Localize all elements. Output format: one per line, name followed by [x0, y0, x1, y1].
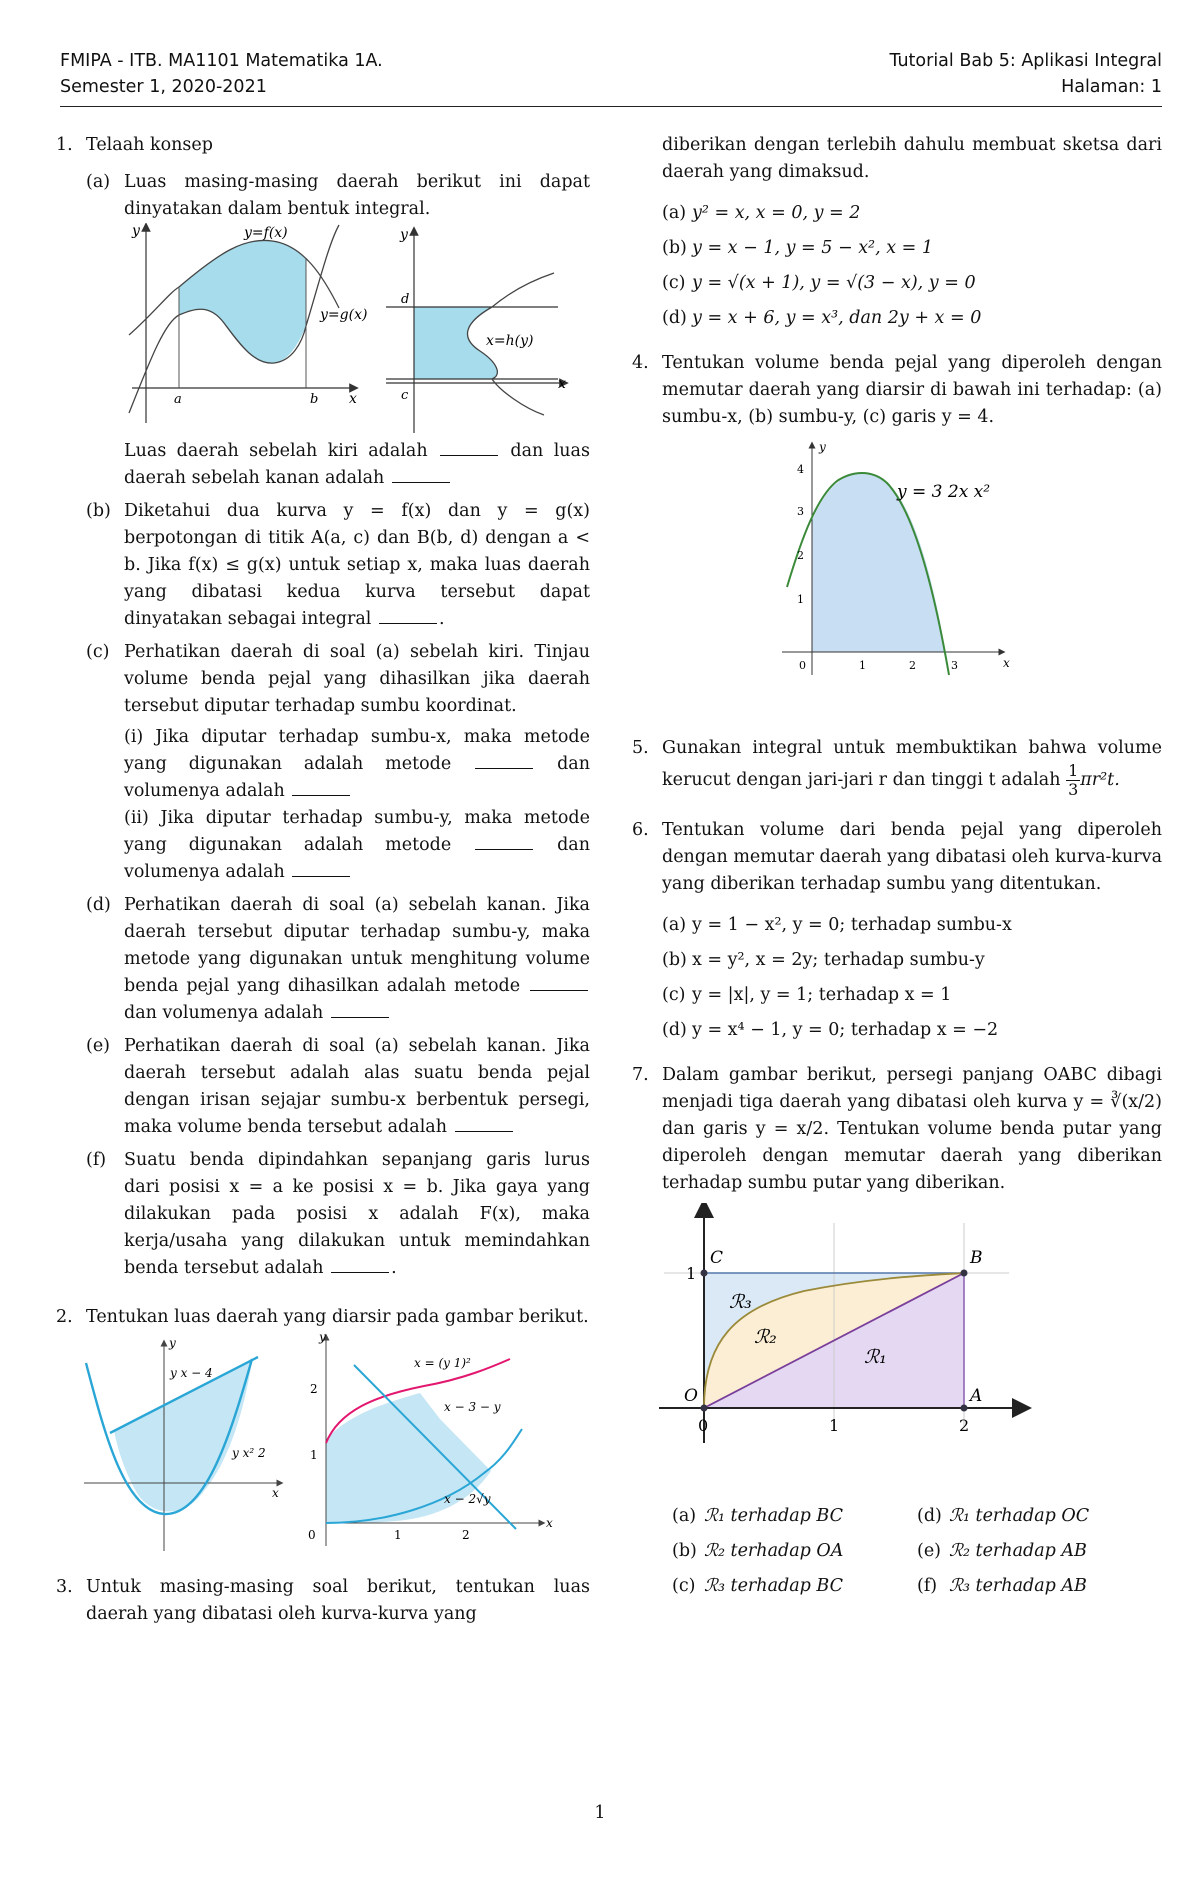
tick-x1: 1 — [829, 1416, 840, 1435]
part-text — [124, 1147, 590, 1282]
text: Perhatikan daerah di soal (a) sebelah kanan. Jika daerah tersebut adalah alas suatu benda pejal dengan irisan sejajar sumbu-x berbentuk persegi, maka volume benda tersebut adalah — [124, 1036, 590, 1137]
label-c: c — [401, 388, 409, 403]
label-line: y x − 4 — [170, 1366, 213, 1380]
fraction-numerator: 1 — [1068, 761, 1079, 780]
label-c2: x − 3 − y — [444, 1400, 501, 1414]
left-column — [56, 132, 590, 1646]
tick-x0: 0 — [799, 659, 806, 672]
part-text: Luas masing-masing daerah berikut ini dapat dinyatakan dalam bentuk integral. — [124, 172, 590, 219]
item-label: (b) — [672, 1541, 697, 1561]
q7-item-a — [672, 1503, 917, 1530]
item-label: (d) — [662, 308, 687, 328]
tick-x1: 1 — [394, 1528, 402, 1542]
q2-left-figure — [84, 1336, 280, 1551]
q7-figure — [654, 1203, 1124, 1503]
q1a-right-figure — [386, 227, 566, 433]
part-label: (e) — [86, 1036, 111, 1056]
answer-blank — [475, 848, 533, 850]
q7-item-c — [672, 1573, 917, 1600]
page-label: Halaman: 1 — [1061, 77, 1162, 97]
text: dan luas daerah sebelah kanan adalah — [124, 441, 590, 488]
fraction — [1066, 762, 1080, 799]
tick-x2: 2 — [909, 659, 916, 672]
label-h: x=h(y) — [486, 333, 534, 349]
shaded-region — [414, 307, 497, 379]
q6-item-a — [662, 912, 1162, 939]
label-r2: ℛ₂ — [754, 1326, 777, 1348]
text: Suatu benda dipindahkan sepanjang garis lurus dari posisi x = a ke posisi x = b. Jika gaya yang dilakukan pada posisi x adalah F(x), maka kerja/usaha yang dilakukan untuk memindahkan benda tersebut adalah — [124, 1150, 590, 1278]
question-3-continued — [632, 132, 1162, 332]
q1a-left-figure — [129, 223, 367, 423]
answer-blank — [392, 481, 450, 483]
label-a: a — [174, 392, 182, 407]
item-text: y² = x, x = 0, y = 2 — [692, 203, 861, 223]
answer-blank — [292, 794, 350, 796]
answer-blank — [440, 454, 498, 456]
header-rule — [60, 106, 1162, 107]
answer-blank — [530, 989, 588, 991]
text: Diketahui dua kurva y = f(x) dan y = g(x) berpotongan di titik A(a, c) dan B(b, d) dengan a < b. Jika f(x) ≤ g(x) untuk setiap x, maka luas daerah yang dibatasi kedua kurva tersebut dapat dinyatakan sebagai integral — [124, 501, 590, 629]
q3-item-c — [662, 270, 1162, 297]
label-x: x — [546, 1516, 553, 1530]
tick-x1: 1 — [859, 659, 866, 672]
part-label: (f) — [86, 1150, 107, 1170]
label-o: O — [684, 1386, 698, 1406]
text: dan volumenya adalah — [124, 835, 590, 882]
part-label: (a) — [86, 172, 111, 192]
label-y: y — [819, 440, 826, 454]
item-text: ℛ₃ terhadap BC — [704, 1576, 843, 1596]
label-a: A — [970, 1386, 983, 1406]
right-column — [632, 132, 1162, 1618]
tick-y2: 2 — [310, 1382, 318, 1396]
question-title: Telaah konsep — [86, 135, 213, 155]
q3-item-d — [662, 305, 1162, 332]
part-text — [124, 892, 590, 1027]
item-text: y = √(x + 1), y = √(3 − x), y = 0 — [692, 273, 976, 293]
part-text — [124, 498, 590, 633]
item-label: (b) — [662, 238, 687, 258]
answer-blank — [379, 622, 437, 624]
item-text: ℛ₁ terhadap BC — [704, 1506, 843, 1526]
answer-blank — [331, 1016, 389, 1018]
tick-y4: 4 — [797, 463, 804, 476]
item-text: x = y², x = 2y; terhadap sumbu-y — [692, 950, 985, 970]
shaded-region — [179, 240, 306, 363]
point-a — [961, 1405, 968, 1412]
item-label: (c) — [672, 1576, 696, 1596]
question-5 — [632, 735, 1162, 799]
tick-y3: 3 — [797, 505, 804, 518]
item-label: (e) — [917, 1541, 942, 1561]
question-1 — [56, 132, 590, 1282]
tick-y1: 1 — [797, 593, 804, 606]
item-text: y = |x|, y = 1; terhadap x = 1 — [692, 985, 952, 1005]
item-text: ℛ₁ terhadap OC — [949, 1506, 1090, 1526]
q1-part-c — [86, 639, 590, 886]
page-number: 1 — [594, 1803, 606, 1823]
question-text: Tentukan luas daerah yang diarsir pada gambar berikut. — [86, 1307, 589, 1327]
tick-x0: 0 — [698, 1416, 709, 1435]
question-4 — [632, 350, 1162, 717]
q2-figures — [64, 1331, 569, 1556]
question-number: 7. — [632, 1065, 649, 1085]
tick-x2: 2 — [959, 1416, 970, 1435]
q7-item-e — [917, 1538, 1162, 1565]
part-a-followup — [124, 438, 590, 492]
item-label: (c) — [662, 273, 686, 293]
item-label: (c) — [662, 985, 686, 1005]
label-b: B — [970, 1248, 983, 1268]
label-x: x — [1003, 656, 1010, 670]
label-r1: ℛ₁ — [864, 1346, 887, 1368]
question-number: 2. — [56, 1307, 73, 1327]
item-label: (a) — [672, 1506, 697, 1526]
item-text: y = x⁴ − 1, y = 0; terhadap x = −2 — [692, 1020, 999, 1040]
question-number: 1. — [56, 135, 73, 155]
q6-item-d — [662, 1017, 1162, 1044]
point-b — [961, 1270, 968, 1277]
part-label: (c) — [86, 642, 110, 662]
text: . — [438, 609, 445, 629]
item-text: y = 1 − x², y = 0; terhadap sumbu-x — [692, 915, 1012, 935]
label-x: x — [558, 376, 566, 392]
label-c: C — [710, 1248, 724, 1268]
answer-blank — [331, 1271, 389, 1273]
question-number: 5. — [632, 738, 649, 758]
tick-x2: 2 — [462, 1528, 470, 1542]
item-label: (d) — [917, 1506, 942, 1526]
question-6 — [632, 817, 1162, 1044]
question-7 — [632, 1062, 1162, 1600]
label-b: b — [310, 392, 319, 407]
q7-item-f — [917, 1573, 1162, 1600]
q6-item-c — [662, 982, 1162, 1009]
point-o — [701, 1405, 708, 1412]
text: Luas daerah sebelah kiri adalah — [124, 441, 428, 461]
label-f: y=f(x) — [244, 225, 288, 241]
tick-x0: 0 — [308, 1528, 316, 1542]
label-g: y=g(x) — [320, 307, 368, 323]
part-label: (d) — [86, 895, 111, 915]
tick-x3: 3 — [951, 659, 958, 672]
label-r3: ℛ₃ — [729, 1291, 752, 1313]
question-text: diberikan dengan terlebih dahulu membuat sketsa dari daerah yang dimaksud. — [662, 135, 1162, 182]
course-title: FMIPA - ITB. MA1101 Matematika 1A. — [60, 51, 383, 71]
label-c3: x − 2√y — [444, 1492, 491, 1506]
part-c-ii — [124, 805, 590, 886]
text: (i) Jika diputar terhadap sumbu-x, maka metode yang digunakan adalah metode — [124, 727, 590, 774]
item-label: (a) — [662, 203, 687, 223]
item-label: (f) — [917, 1576, 938, 1596]
part-text — [124, 1033, 590, 1141]
semester: Semester 1, 2020-2021 — [60, 77, 267, 97]
q1-part-b — [86, 498, 590, 633]
question-number: 4. — [632, 353, 649, 373]
tick-y1: 1 — [310, 1448, 318, 1462]
item-text: y = x − 1, y = 5 − x², x = 1 — [692, 238, 933, 258]
item-text: ℛ₃ terhadap AB — [949, 1576, 1087, 1596]
q3-item-b — [662, 235, 1162, 262]
text: (ii) Jika diputar terhadap sumbu-y, maka metode yang digunakan adalah metode — [124, 808, 590, 855]
text: . — [391, 1258, 397, 1278]
item-text: y = x + 6, y = x³, dan 2y + x = 0 — [692, 308, 982, 328]
q3-items — [662, 200, 1162, 332]
q7-item-d — [917, 1503, 1162, 1530]
q3-item-a — [662, 200, 1162, 227]
label-y: y — [132, 223, 140, 239]
question-text: Tentukan volume benda pejal yang diperoleh dengan memutar daerah yang diarsir di bawah ini terhadap: (a) sumbu-x, (b) sumbu-y, (c) garis y = 4. — [662, 353, 1162, 427]
header-right — [889, 48, 1162, 100]
question-text — [662, 735, 1162, 799]
q7-items — [672, 1503, 1162, 1600]
label-y: y — [400, 227, 408, 243]
shaded-region — [114, 1361, 252, 1512]
question-3-start — [56, 1574, 590, 1628]
label-x: x — [349, 391, 357, 407]
label-d: d — [401, 292, 410, 307]
item-label: (a) — [662, 915, 687, 935]
q1-part-a — [86, 169, 590, 492]
label-x: x — [272, 1486, 279, 1500]
q1-part-d — [86, 892, 590, 1027]
label-curve: y x² 2 — [232, 1446, 266, 1460]
q6-item-b — [662, 947, 1162, 974]
text: Gunakan integral untuk membuktikan bahwa volume kerucut dengan jari-jari r dan tinggi t adalah — [662, 738, 1162, 790]
part-c-i — [124, 724, 590, 805]
text: dan volumenya adalah — [124, 754, 590, 801]
question-number: 3. — [56, 1577, 73, 1597]
q7-item-b — [672, 1538, 917, 1565]
answer-blank — [292, 875, 350, 877]
part-text: Perhatikan daerah di soal (a) sebelah kiri. Tinjau volume benda pejal yang dihasilkan jika daerah tersebut diputar terhadap sumbu koordinat. — [124, 642, 590, 716]
q1-part-f — [86, 1147, 590, 1282]
question-number: 6. — [632, 820, 649, 840]
fraction-denominator: 3 — [1068, 780, 1079, 799]
label-y: y — [169, 1336, 176, 1350]
q1a-figures — [124, 223, 594, 438]
header-left — [60, 48, 383, 100]
tick-y2: 2 — [797, 549, 804, 562]
tick-y1: 1 — [686, 1264, 697, 1283]
q4-figure — [757, 437, 1057, 717]
text: dan volumenya adalah — [124, 1003, 324, 1023]
text: πr²t. — [1080, 770, 1120, 790]
point-c — [701, 1270, 708, 1277]
label-curve: y = 3 2x x² — [897, 482, 991, 502]
item-text: ℛ₂ terhadap OA — [704, 1541, 844, 1561]
item-label: (d) — [662, 1020, 687, 1040]
question-text: Untuk masing-masing soal berikut, tentukan luas daerah yang dibatasi oleh kurva-kurva yang — [86, 1577, 590, 1624]
label-c1: x = (y 1)² — [414, 1356, 471, 1370]
part-label: (b) — [86, 501, 111, 521]
chapter-title: Tutorial Bab 5: Aplikasi Integral — [889, 51, 1162, 71]
q2-right-figure — [308, 1331, 553, 1546]
text: Perhatikan daerah di soal (a) sebelah kanan. Jika daerah tersebut diputar terhadap sumbu-y, maka metode yang digunakan untuk menghitung volume benda pejal yang dihasilkan adalah metode — [124, 895, 590, 996]
label-y: y — [319, 1331, 326, 1344]
q6-items — [662, 912, 1162, 1044]
answer-blank — [475, 767, 533, 769]
item-text: ℛ₂ terhadap AB — [949, 1541, 1087, 1561]
question-text: Tentukan volume dari benda pejal yang diperoleh dengan memutar daerah yang dibatasi oleh kurva-kurva yang diberikan terhadap sumbu yang ditentukan. — [662, 820, 1162, 894]
question-text: Dalam gambar berikut, persegi panjang OABC dibagi menjadi tiga daerah yang dibatasi oleh kurva y = ∛(x/2) dan garis y = x/2. Tentukan volume benda putar yang diperoleh dengan memutar daerah yang diberikan terhadap sumbu putar yang diberikan. — [662, 1065, 1162, 1193]
answer-blank — [455, 1130, 513, 1132]
question-2 — [56, 1304, 590, 1556]
item-label: (b) — [662, 950, 687, 970]
q1-part-e — [86, 1033, 590, 1141]
